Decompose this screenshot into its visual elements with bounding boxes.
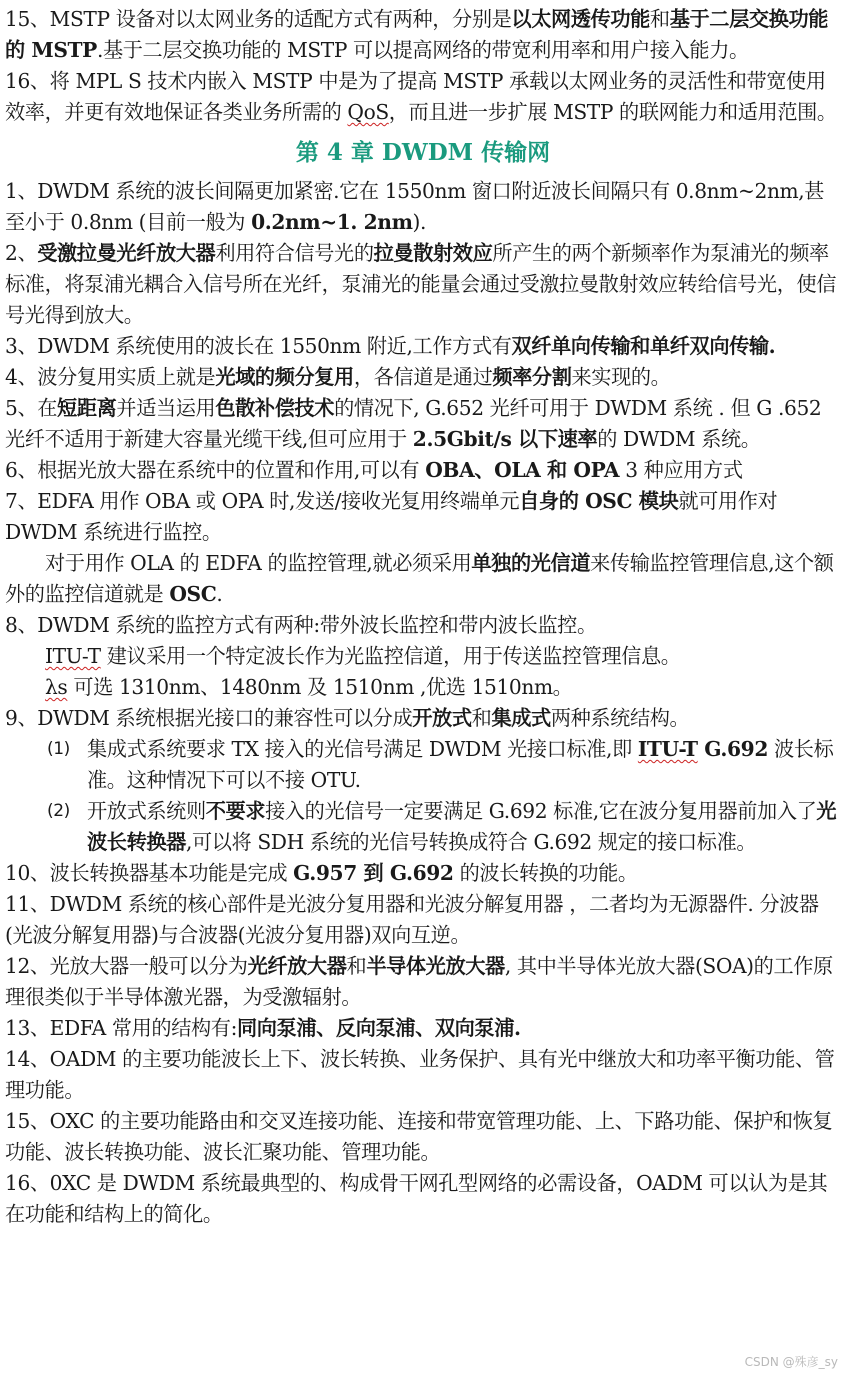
item-16: 16、0XC 是 DWDM 系统最典型的、构成骨干网孔型网络的必需设备，OADM 可以认为是其在功能和结构上的简化。 xyxy=(5,1171,828,1226)
text: 13、EDFA 常用的结构有: xyxy=(5,1016,237,1040)
bold-text: 色散补偿技术 xyxy=(215,396,335,420)
item-1 xyxy=(5,176,841,238)
item-8: 8、DWDM 系统的监控方式有两种:带外波长监控和带内波长监控。 xyxy=(5,613,597,637)
document-page xyxy=(5,4,841,1230)
text: 建议采用一个特定波长作为光监控信道，用于传送监控管理信息。 xyxy=(100,644,681,668)
item-8-lambda xyxy=(5,672,841,703)
text: 2、 xyxy=(5,241,38,265)
spellcheck-text: ITU-T xyxy=(45,644,101,668)
bold-text: 0.2nm~1. 2nm xyxy=(251,210,413,234)
text: 波长标准。这种情况下可以不接 OTU. xyxy=(87,737,834,792)
item-9-sub-2 xyxy=(5,796,841,858)
bold-text: 光域的频分复用 xyxy=(215,365,354,389)
paragraph-16 xyxy=(5,66,841,128)
item-9-sub-1 xyxy=(5,734,841,796)
text: 对于用作 OLA 的 EDFA 的监控管理,就必须采用 xyxy=(45,551,472,575)
bold-text: G.957 到 G.692 xyxy=(293,861,454,885)
text: 5、在 xyxy=(5,396,58,420)
text: 16、将 MPL S 技术内嵌入 MSTP 中是为了提高 MSTP 承载以太网业务的灵活性和带宽使用效率，并更有效地保证各类业务所需的 xyxy=(5,69,826,124)
bold-text: 以太网透传功能 xyxy=(511,7,650,31)
text: 和 xyxy=(346,954,367,978)
item-6 xyxy=(5,455,841,486)
bold-text: 受激拉曼光纤放大器 xyxy=(37,241,216,265)
bold-text: 集成式 xyxy=(491,706,551,730)
text: ). xyxy=(412,210,427,234)
list-number: (2) xyxy=(47,801,70,821)
list-number: (1) xyxy=(47,739,70,759)
text: 的波长转换的功能。 xyxy=(453,861,638,885)
item-10 xyxy=(5,858,841,889)
text: 15、MSTP 设备对以太网业务的适配方式有两种，分别是 xyxy=(5,7,512,31)
text: 1、DWDM 系统的波长间隔更加紧密.它在 1550nm 窗口附近波长间隔只有 0.8nm~2nm,甚至小于 0.8nm (目前一般为 xyxy=(5,179,825,234)
bold-text: 2.5Gbit/s 以下速率 xyxy=(412,427,598,451)
bold-text: 光纤放大器 xyxy=(247,954,347,978)
item-12 xyxy=(5,951,841,1013)
text: 可选 1310nm、1480nm 及 1510nm ,优选 1510nm。 xyxy=(67,675,573,699)
bold-text: OSC xyxy=(169,582,217,606)
text: 两种系统结构。 xyxy=(550,706,690,730)
text: 和 xyxy=(471,706,492,730)
text: ，各信道是通过 xyxy=(353,365,493,389)
item-15: 15、OXC 的主要功能路由和交叉连接功能、连接和带宽管理功能、上、下路功能、保护和恢复功能、波长转换功能、波长汇聚功能、管理功能。 xyxy=(5,1109,833,1164)
text: .基于二层交换功能的 MSTP 可以提高网络的带宽利用率和用户接入能力。 xyxy=(96,38,749,62)
text: 集成式系统要求 TX 接入的光信号满足 DWDM 光接口标准,即 xyxy=(87,737,638,761)
text: , 其中半导体光放大器(SOA)的工作原理很类似于半导体激光器，为受激辐射。 xyxy=(5,954,833,1009)
item-11: 11、DWDM 系统的核心部件是光波分复用器和光波分解复用器 ，二者均为无源器件. 分波器(光波分解复用器)与合波器(光波分复用器)双向互逆。 xyxy=(5,892,819,947)
item-14: 14、OADM 的主要功能波长上下、波长转换、业务保护、具有光中继放大和功率平衡功能、管理功能。 xyxy=(5,1047,835,1102)
chapter-heading: 第 4 章 DWDM 传输网 xyxy=(295,139,551,166)
text: 7、EDFA 用作 OBA 或 OPA 时,发送/接收光复用终端单元 xyxy=(5,489,520,513)
text: 来实现的。 xyxy=(571,365,671,389)
text: 的 DWDM 系统。 xyxy=(597,427,761,451)
text: 4、波分复用实质上就是 xyxy=(5,365,216,389)
text: 12、光放大器一般可以分为 xyxy=(5,954,248,978)
paragraph-15 xyxy=(5,4,841,66)
text: 6、根据光放大器在系统中的位置和作用,可以有 xyxy=(5,458,426,482)
bold-text: 半导体光放大器 xyxy=(366,954,505,978)
text: 接入的光信号一定要满足 G.692 标准,它在波分复用器前加入了 xyxy=(265,799,817,823)
bold-text: 自身的 OSC 模块 xyxy=(519,489,679,513)
item-7 xyxy=(5,486,841,548)
text: . xyxy=(216,582,223,606)
item-2 xyxy=(5,238,841,331)
watermark: CSDN @殊彦_sy xyxy=(744,1355,838,1369)
bold-text: 单独的光信道 xyxy=(471,551,591,575)
item-4 xyxy=(5,362,841,393)
spellcheck-text: QoS xyxy=(347,100,389,124)
bold-text: 双纤单向传输和单纤双向传输. xyxy=(511,334,776,358)
text: 所产生的两个新频率作为泵浦光的频率标准，将泵浦光耦合入信号所在光纤，泵浦光的能量会通过受激拉曼散射效应转给信号光，使信号光得到放大。 xyxy=(5,241,837,327)
item-8-itu xyxy=(5,641,841,672)
text: 9、DWDM 系统根据光接口的兼容性可以分成 xyxy=(5,706,413,730)
text: 3 种应用方式 xyxy=(619,458,743,482)
bold-text: 频率分割 xyxy=(492,365,572,389)
text: 10、波长转换器基本功能是完成 xyxy=(5,861,294,885)
bold-text: 拉曼散射效应 xyxy=(373,241,493,265)
item-13 xyxy=(5,1013,841,1044)
text: 和 xyxy=(649,7,670,31)
text: 利用符合信号光的 xyxy=(215,241,374,265)
item-3 xyxy=(5,331,841,362)
bold-text: 光波长转换器 xyxy=(87,799,837,854)
text: ,可以将 SDH 系统的光信号转换成符合 G.692 规定的接口标准。 xyxy=(185,830,757,854)
bold-text: G.692 xyxy=(697,737,768,761)
item-5 xyxy=(5,393,841,455)
item-9 xyxy=(5,703,841,734)
bold-text: 开放式 xyxy=(412,706,472,730)
text: 3、DWDM 系统使用的波长在 1550nm 附近,工作方式有 xyxy=(5,334,512,358)
text: 来传输监控管理信息,这个额外的监控信道就是 xyxy=(5,551,834,606)
text: ，而且进一步扩展 MSTP 的联网能力和适用范围。 xyxy=(388,100,837,124)
text: 就可用作对 DWDM 系统进行监控。 xyxy=(5,489,778,544)
bold-text: 同向泵浦、反向泵浦、双向泵浦. xyxy=(236,1016,521,1040)
bold-text: 短距离 xyxy=(57,396,117,420)
text: 的情况下, G.652 光纤可用于 DWDM 系统 . 但 G .652 光纤不适用于新建大容量光缆干线,但可应用于 xyxy=(5,396,822,451)
text: 开放式系统则 xyxy=(87,799,206,823)
bold-text: OBA、OLA 和 OPA xyxy=(425,458,620,482)
bold-text: 基于二层交换功能的 MSTP xyxy=(5,7,829,62)
bold-text: 不要求 xyxy=(205,799,266,823)
spellcheck-text: ITU-T xyxy=(637,737,698,761)
item-7-continued xyxy=(5,548,841,610)
spellcheck-text: λs xyxy=(45,675,68,699)
text: 并适当运用 xyxy=(116,396,216,420)
